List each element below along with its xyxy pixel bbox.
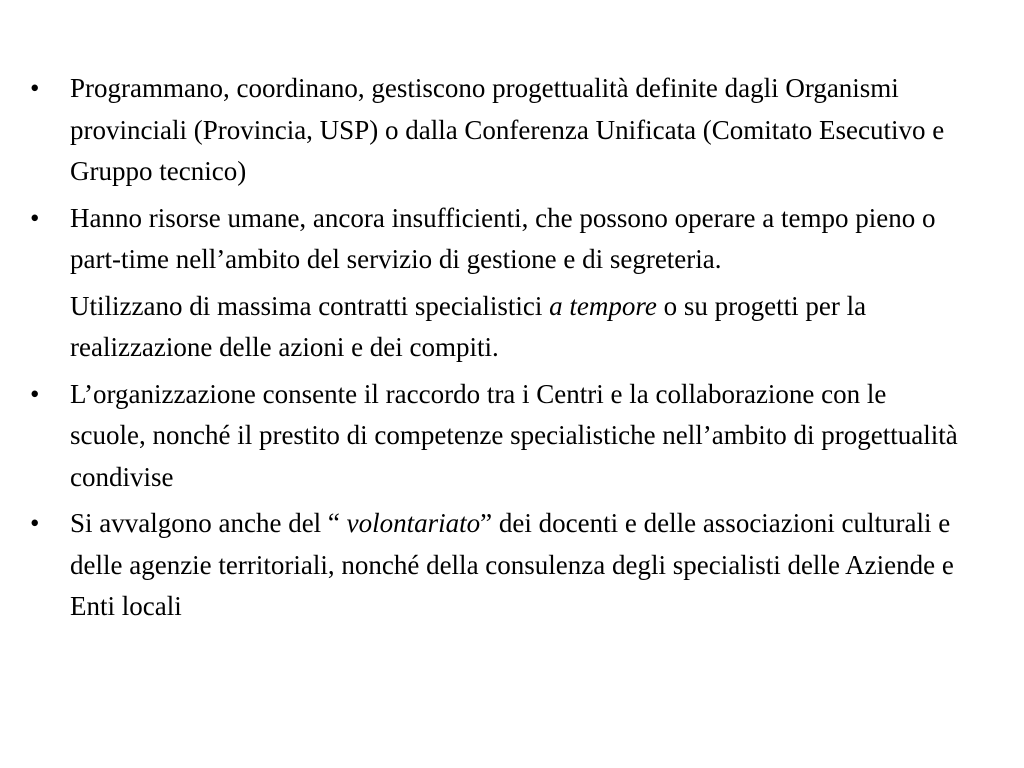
bullet-text-italic: volontariato (346, 508, 481, 538)
bullet-text: Programmano, coordinano, gestiscono progettualità definite dagli Organismi provinciali (Provincia, USP) o dalla Conferenza Unificata (Comitato Esecutivo e Gruppo tecnico) (70, 73, 945, 186)
indented-paragraph (28, 286, 958, 369)
bullet-icon: • (30, 508, 40, 538)
bullet-text-end: ” dei docenti e delle associazioni culturali e delle agenzie territoriali, nonché della consulenza degli specialisti delle Aziende e Enti locali (70, 508, 954, 621)
bullet-item (28, 374, 958, 499)
bullet-icon: • (30, 73, 40, 103)
paragraph-text-italic: a tempore (549, 290, 657, 321)
bullet-text: Hanno risorse umane, ancora insufficienti, che possono operare a tempo pieno o part-time nell’ambito del servizio di gestione e di segreteria. (70, 202, 936, 274)
bullet-text-start: Si avvalgono anche del “ (70, 508, 347, 538)
bullet-list (28, 68, 958, 633)
paragraph-text-start: Utilizzano di massima contratti specialistici (70, 290, 550, 321)
bullet-icon: • (30, 378, 40, 409)
paragraph-text-end: o su progetti per la realizzazione delle azioni e dei compiti. (70, 290, 867, 362)
bullet-item (28, 503, 958, 628)
bullet-item (28, 68, 958, 193)
bullet-item (28, 198, 958, 281)
bullet-text: L’organizzazione consente il raccordo tra i Centri e la collaborazione con le scuole, nonché il prestito di competenze specialistiche nell’ambito di progettualità condivise (70, 378, 958, 492)
bullet-icon: • (30, 202, 40, 233)
